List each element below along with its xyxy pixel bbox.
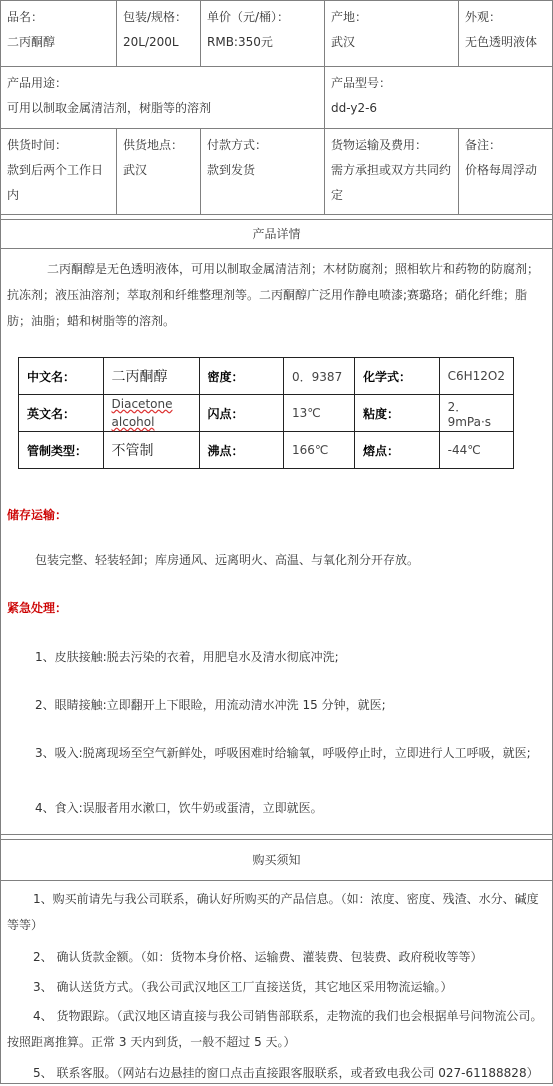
origin-value: 武汉 <box>331 35 356 49</box>
note-label: 备注： <box>465 138 502 152</box>
purchase-section <box>1 880 552 1083</box>
spec-key: 中文名： <box>19 358 104 395</box>
supply-place-cell <box>117 129 201 215</box>
shipping-label: 货物运输及费用： <box>331 138 428 152</box>
details-header <box>1 219 552 249</box>
supply-time-label: 供货时间： <box>7 138 68 152</box>
spec-key: 闪点： <box>199 395 284 432</box>
model-value: dd-y2-6 <box>331 101 378 115</box>
price-value: RMB:350元 <box>207 35 273 49</box>
purchase-item: 1、购买前请先与我公司联系，确认好所购买的产品信息。（如：浓度、密度、残渣、水分、碱度等等） <box>7 892 539 932</box>
shipping-value: 需方承担或双方共同约定 <box>331 163 452 202</box>
payment-label: 付款方式： <box>207 138 268 152</box>
spec-value: 13℃ <box>284 395 355 432</box>
model-label: 产品型号： <box>331 76 392 90</box>
purchase-item: 4、 货物跟踪。（武汉地区请直接与我公司销售部联系，走物流的我们也会根据单号问物流公司。按照距离推算。正常 3 天内到货，一般不超过 5 天。） <box>7 1009 543 1049</box>
table-row <box>19 358 514 395</box>
supply-time-value: 款到后两个工作日内 <box>7 163 104 202</box>
spec-value: 2．9mPa·s <box>439 395 513 432</box>
price-cell <box>201 1 325 67</box>
payment-cell <box>201 129 325 215</box>
product-name-value: 二丙酮醇 <box>7 35 56 49</box>
spec-key: 化学式： <box>355 358 440 395</box>
appearance-label: 外观： <box>465 10 502 24</box>
package-value: 20L/200L <box>123 35 179 49</box>
storage-text: 包装完整、轻装轻卸；库房通风、远离明火、高温、与氧化剂分开存放。 <box>35 553 420 567</box>
purchase-item: 5、 联系客服。（网站右边悬挂的窗口点击直接跟客服联系，或者致电我公司 027-61188828） <box>33 1066 539 1080</box>
supply-place-value: 武汉 <box>123 163 148 177</box>
details-title: 产品详情 <box>252 227 301 241</box>
emergency-item: 3、吸入:脱离现场至空气新鲜处，呼吸困难时给输氧，呼吸停止时，立即进行人工呼吸，就医; <box>35 746 531 760</box>
details-section <box>1 248 552 835</box>
spec-key: 熔点： <box>355 432 440 469</box>
package-label: 包装/规格： <box>123 10 188 24</box>
spec-value <box>103 395 199 432</box>
supply-time-cell <box>1 129 117 215</box>
spec-key: 英文名： <box>19 395 104 432</box>
emergency-title: 紧急处理： <box>7 601 68 615</box>
emergency-item: 1、皮肤接触:脱去污染的衣着，用肥皂水及清水彻底冲洗; <box>35 650 339 664</box>
spec-key: 沸点： <box>199 432 284 469</box>
supply-place-label: 供货地点： <box>123 138 184 152</box>
spec-value: 不管制 <box>103 432 199 469</box>
price-label: 单价（元/桶）： <box>207 10 290 24</box>
purchase-item: 2、 确认货款金额。（如：货物本身价格、运输费、灌装费、包装费、政府税收等等） <box>33 950 483 964</box>
spec-key: 粘度： <box>355 395 440 432</box>
usage-label: 产品用途： <box>7 76 68 90</box>
package-cell <box>117 1 201 67</box>
note-cell <box>459 129 552 215</box>
usage-cell <box>1 67 325 129</box>
spec-value: -44℃ <box>439 432 513 469</box>
emergency-item: 4、食入:误服者用水漱口，饮牛奶或蛋清，立即就医。 <box>35 801 323 815</box>
storage-title: 储存运输： <box>7 508 68 522</box>
intro-paragraph: 二丙酮醇是无色透明液体，可用以制取金属清洁剂；木材防腐剂；照相软片和药物的防腐剂；抗冻剂；液压油溶剂；萃取剂和纤维整理剂等。二丙酮醇广泛用作静电喷漆;赛璐珞；硝化纤维；脂肪；油脂；蜡和树脂等的溶剂。 <box>7 262 540 328</box>
spec-value: 0．9387 <box>284 358 355 395</box>
appearance-cell <box>459 1 552 67</box>
supply-row <box>1 129 552 215</box>
origin-cell <box>325 1 459 67</box>
table-row <box>19 432 514 469</box>
appearance-value: 无色透明液体 <box>465 35 538 49</box>
english-name-value: Diacetone alcohol <box>111 397 173 429</box>
purchase-header <box>1 839 552 881</box>
spec-value: C6H12O2 <box>439 358 513 395</box>
usage-value: 可用以制取金属清洁剂，树脂等的溶剂 <box>7 101 212 115</box>
purchase-item: 3、 确认送货方式。（我公司武汉地区工厂直接送货，其它地区采用物流运输。） <box>33 980 453 994</box>
model-cell <box>325 67 552 129</box>
spec-table <box>18 357 514 469</box>
note-value: 价格每周浮动 <box>465 163 538 177</box>
table-row <box>19 395 514 432</box>
spec-value: 二丙酮醇 <box>103 358 199 395</box>
emergency-item: 2、眼睛接触:立即翻开上下眼睑，用流动清水冲洗 15 分钟，就医; <box>35 698 386 712</box>
spec-key: 管制类型： <box>19 432 104 469</box>
purchase-title: 购买须知 <box>252 853 301 867</box>
basic-info-row <box>1 1 552 67</box>
payment-value: 款到发货 <box>207 163 256 177</box>
spec-value: 166℃ <box>284 432 355 469</box>
product-name-cell <box>1 1 117 67</box>
origin-label: 产地： <box>331 10 368 24</box>
spec-key: 密度： <box>199 358 284 395</box>
usage-row <box>1 67 552 129</box>
shipping-cell <box>325 129 459 215</box>
product-name-label: 品名： <box>7 10 44 24</box>
